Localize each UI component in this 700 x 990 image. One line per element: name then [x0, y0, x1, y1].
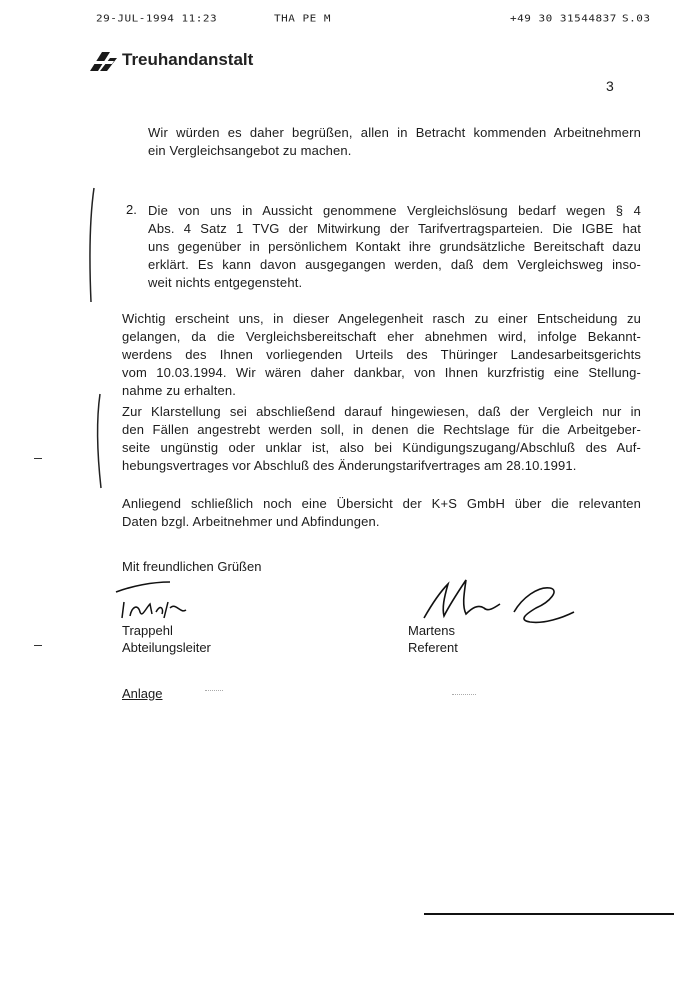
margin-mark: [84, 186, 100, 306]
text-line: Daten bzgl. Arbeitnehmer und Abfindungen.: [122, 514, 380, 529]
enclosure-label: Anlage: [122, 686, 163, 701]
organization-name: Treuhandanstalt: [122, 50, 254, 69]
text-line: vom 10.03.1994. Wir wären daher dankbar, von Ihnen kurzfristig eine Stellung-: [122, 365, 641, 380]
margin-mark: [92, 392, 108, 492]
punch-mark: [34, 458, 42, 459]
page-number: 3: [606, 78, 614, 94]
footer-rule: [424, 913, 674, 915]
signatory-right: [408, 622, 458, 656]
list-marker: 2.: [126, 202, 137, 217]
signatory-left: [122, 622, 211, 656]
punch-mark: [34, 645, 42, 646]
text-line: Die von uns in Aussicht genommene Vergleichslösung bedarf wegen § 4: [148, 203, 641, 218]
paragraph-1: [148, 124, 641, 160]
signatory-title: Abteilungsleiter: [122, 640, 211, 655]
signatory-name: Trappehl: [122, 623, 173, 638]
text-line: hebungsvertrages vor Abschluß des Änderungstarifvertrages am 28.10.1991.: [122, 458, 577, 473]
paragraph-5: [122, 495, 641, 531]
text-line: nahme zu erhalten.: [122, 383, 236, 398]
text-line: erklärt. Es kann davon ausgegangen werden, daß dem Vergleichsweg inso-: [148, 257, 641, 272]
closing-salutation: Mit freundlichen Grüßen: [122, 559, 262, 574]
paragraph-3: [122, 310, 641, 400]
treuhand-logo-icon: [88, 50, 118, 72]
text-line: Wichtig erscheint uns, in dieser Angelegenheit rasch zu einer Entscheidung zu: [122, 311, 641, 326]
signatory-name: Martens: [408, 623, 455, 638]
text-line: den Fällen angestrebt werden soll, in denen die Rechtslage für die Arbeitgeber-: [122, 422, 641, 437]
text-line: gelangen, da die Vergleichsbereitschaft eher abnehmen wird, infolge Bekannt-: [122, 329, 641, 344]
fax-page: S.03: [622, 12, 651, 25]
fax-datetime: 29-JUL-1994 11:23: [96, 12, 218, 25]
text-line: Wir würden es daher begrüßen, allen in Betracht kommenden Arbeitnehmern: [148, 125, 641, 140]
text-line: weit nichts entgegensteht.: [148, 275, 303, 290]
paragraph-4: [122, 403, 641, 475]
text-line: uns gegenüber in persönlichem Kontakt ihre grundsätzliche Bereitschaft dazu: [148, 239, 641, 254]
paragraph-2: [148, 202, 641, 292]
fax-sender: THA PE M: [274, 12, 331, 25]
signature-trappehl: [112, 578, 202, 628]
text-line: Abs. 4 Satz 1 TVG der Mitwirkung der Tarifvertragsparteien. Die IGBE hat: [148, 221, 641, 236]
scan-artifact: [205, 690, 223, 691]
text-line: Zur Klarstellung sei abschließend darauf hingewiesen, daß der Vergleich nur in: [122, 404, 641, 419]
text-line: werdens des Ihnen vorliegenden Urteils des Thüringer Landesarbeitsgerichts: [122, 347, 641, 362]
text-line: seite ungünstig oder unklar ist, also bei Kündigungszugang/Abschluß des Auf-: [122, 440, 641, 455]
text-line: ein Vergleichsangebot zu machen.: [148, 143, 352, 158]
signatory-title: Referent: [408, 640, 458, 655]
text-line: Anliegend schließlich noch eine Übersicht der K+S GmbH über die relevanten: [122, 496, 641, 511]
scan-artifact: [452, 694, 476, 695]
fax-number: +49 30 31544837: [510, 12, 617, 25]
